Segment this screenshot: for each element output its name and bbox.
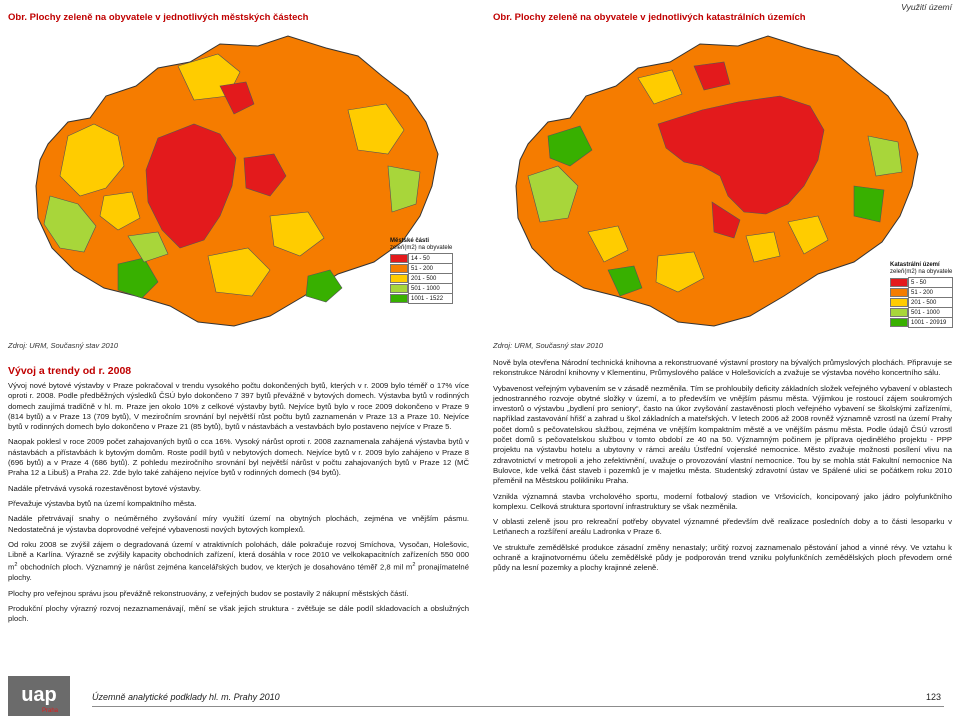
legend-label: 51 - 200 [909, 288, 953, 298]
paragraph: Plochy pro veřejnou správu jsou převážně rekonstruovány, z veřejných budov se postavily 2 nákupní městských částí. [8, 588, 409, 598]
paragraph: Nadále přetrvává vysoká rozestavěnost bytové výstavby. [8, 483, 201, 493]
logo-image [8, 676, 70, 716]
paragraph: Vývoj nové bytové výstavby v Praze pokračoval v trendu vysokého počtu dokončených bytů, kterých v r. 2009 bylo téměř o 17% více oproti r. 2008. Podle předběžných výsledků ČSÚ bylo dokončeno 7 397 bytů převážně v bytových domech. Výstavba bytů v rodinných domech zaujímá tradičně v hl. m. Praze jen okolo 10% z celkové výstavby bytů. Nejvíce bytů bylo v roce 2009 dokončeno v Praze 9 (814 bytů) a v Praze 13 (709 bytů), V meziročním srovnání byl největší růst počtu bytů zaznamenán v Praze 13 a Praze 10. Nejvíce bytů v rodinných domech bylo dokončeno v Praze 21 (85 bytů), bytů v nástavbách a vestavbách bylo postaveno nejvíce v Praze 5. [8, 381, 469, 432]
running-head: Využití území [901, 2, 952, 12]
legend-label: 1001 - 20919 [909, 318, 953, 328]
legend-label: 501 - 1000 [409, 284, 453, 294]
paragraph: Vybavenost veřejným vybavením se v zásadě nezměnila. Tím se prohloubily deficity základních složek veřejného vybavení v oblastech jednostranného rozvoje obytné složky v území, a to především ve vnějším pásmu města. Výjimkou je rostoucí zájem soukromých investorů o výstavbu „bydlení pro seniory“, často na úkor zvyšování zastavěnosti ploch veřejného vybavení se školskými zařízeními, například zastavování hřišť a zahrad u škol základních a mateřských. V letech 2006 až 2008 rovněž významně vzrostl na území Prahy počet domů s pečovatelskou službou, zejména ve vnějším kompaktním městě a ve vnějším pásmu města. Podle údajů ČSÚ vzrostl počet domů s pečovatelskou službou v tomto období ze 40 na 50. Významným počinem je příprava ojedinělého projektu - PPP projektu na výstavbu hotelu a ubytovny v rámci areálu Ústřední vojenské nemocnice. Město zvažuje možnosti posílení vlivu na zdravotnictví v metropoli a jeho zefektivnění, uvažuje o provozování vlastní nemocnice. Tou by se mohla stát Fakultní nemocnice Na Bulovce, kde velká část staveb i pozemků je v majetku města. Studentský zdravotní ústav ve Spálené ulici se počátkem roku 2010 přeměnil na Městskou polikliniku Praha. [493, 383, 952, 486]
legend-districts [390, 238, 453, 304]
green-area-map-cadastral [488, 26, 959, 340]
legend-label: 201 - 500 [409, 274, 453, 284]
svg-text:uap: uap [21, 684, 57, 706]
legend-swatch [390, 284, 408, 293]
legend-swatch [890, 298, 908, 307]
paragraph: Převažuje výstavba bytů na území kompaktního města. [8, 498, 197, 508]
legend-cadastral [890, 262, 953, 328]
legend-swatch [390, 264, 408, 273]
legend-label: 5 - 50 [909, 278, 953, 288]
figure-title-left: Obr. Plochy zeleně na obyvatele v jednotlivých městských částech [8, 12, 309, 23]
paragraph: Naopak poklesl v roce 2009 počet zahajovaných bytů o cca 16%. Vysoký nárůst oproti r. 2008 zaznamenala zahájená výstavba bytů v nástavbách a přístavbách k bytovým domům. Roste podíl bytů v nebytových domech. Nejvíce bytů v r. 2009 bylo zahájeno v Praze 8 (696 bytů) a v Praze 4 (686 bytů). Z pohledu meziročního srovnání byl největší nárůst v počtu zahajovaných bytů v Praze 12 (MČ Praha 12 a Libuš) a Praha 22. Zde bylo také zahájeno nejvíce bytů v rodinných domech (94 bytů). [8, 437, 469, 478]
footer-title: Územně analytické podklady hl. m. Prahy 2010 [92, 692, 280, 702]
legend-swatch [890, 308, 908, 317]
legend-swatch [390, 254, 408, 263]
legend-swatch [390, 294, 408, 303]
paragraph: Nadále přetrvávají snahy o neúměrného zvyšování míry využití území na obytných plochách, zejména ve vnějším pásmu. Nedostatečná je výstavba doprovodné veřejné vybavenosti nových bytových komplexů. [8, 514, 469, 534]
legend-swatch [890, 278, 908, 287]
figure-title-right: Obr. Plochy zeleně na obyvatele v jednotlivých katastrálních územích [493, 12, 806, 23]
map-source-right: Zdroj: URM, Současný stav 2010 [493, 341, 604, 350]
map-source-left: Zdroj: URM, Současný stav 2010 [8, 341, 119, 350]
legend-swatch [390, 274, 408, 283]
page-number: 123 [926, 692, 942, 702]
paragraph: V oblasti zeleně jsou pro rekreační potřeby obyvatel významné především dvě realizace posledních doby a to části lesoparku v Letňanech a rozšíření areálu Ladronka v Praze 6. [493, 517, 952, 537]
footer-rule [92, 706, 944, 707]
text-column-right [493, 358, 952, 579]
paragraph-retail: Od roku 2008 se zvýšil zájem o degradovaná území v atraktivních polohách, dále pokračuje rozvoj Smíchova, Vysočan, Holešovic, Libně a Karlína. Výrazně se zvýšily kapacity obchodních zařízení, která dosáhla v roce 2010 ve velkokapacitních zařízeních 550 000 $m^2$ obchodních ploch. Významný je nárůst zejména kancelářských budov, ve kterých je dosahováno téměř 2,8 mil $m^2$ pronajímatelné plochy. [8, 539, 469, 583]
section-heading: Vývoj a trendy od r. 2008 [8, 365, 132, 377]
paragraph: Ve struktuře zemědělské produkce zásadní změny nenastaly; určitý rozvoj zaznamenalo pěstování jahod a vinné révy. Ve vztahu k ochraně a krajinotvornému účelu zemědělské půdy je podporován trend vzniku polyfunkčních zemědělských ploch převodem orné půdy na lesní pozemky a plochy krajinné zeleně. [493, 542, 952, 573]
uap-logo [8, 676, 70, 721]
legend-label: 51 - 200 [409, 264, 453, 274]
paragraph: Nově byla otevřena Národní technická knihovna a rekonstruované výstavní prostory na bývalých průmyslových plochách. Připravuje se rekonstrukce Národní knihovny v Klementinu, Průmyslového paláce v Holešovicích a zvažuje se výstavba nového koncertního sálu. [493, 358, 952, 378]
legend-unit: zeleň(m2) na obyvatele [890, 269, 953, 275]
svg-text:Praha: Praha [41, 708, 59, 714]
legend-label: 14 - 50 [409, 254, 453, 264]
paragraph: Produkční plochy výrazný rozvoj nezaznamenávají, mění se však jejich struktura - zvětšuje se dále podíl skladovacích a obslužných ploch. [8, 603, 469, 624]
legend-title: Katastrální území [890, 262, 940, 268]
text-column-left [8, 365, 469, 630]
legend-label: 1001 - 1522 [409, 294, 453, 304]
legend-label: 201 - 500 [909, 298, 953, 308]
legend-label: 501 - 1000 [909, 308, 953, 318]
legend-swatch [890, 288, 908, 297]
legend-title: Městské části [390, 238, 430, 244]
legend-swatch [890, 318, 908, 327]
paragraph: Vznikla významná stavba vrcholového sportu, moderní fotbalový stadion ve Vršovicích, koncipovaný jako jádro polyfunkčního komplexu. Celková struktura sportovní infrastruktury se však nezměnila. [493, 491, 952, 511]
map-cadastral-areas [488, 26, 959, 340]
legend-unit: zeleň(m2) na obyvatele [390, 245, 453, 251]
